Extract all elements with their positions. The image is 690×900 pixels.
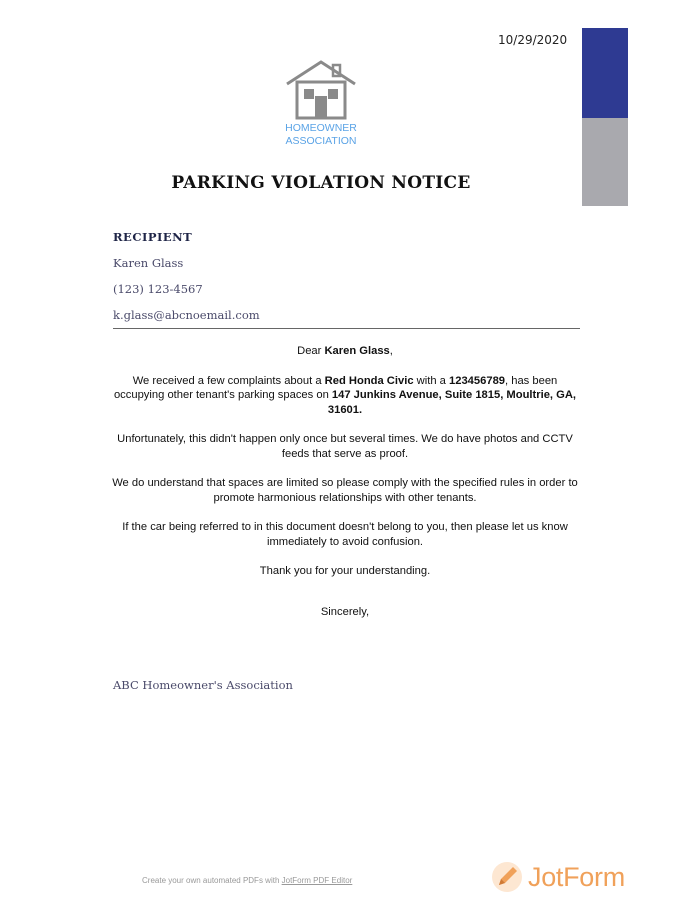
paragraph-complaint (108, 374, 582, 418)
divider (113, 328, 580, 329)
logo-text-line2: ASSOCIATION (285, 135, 357, 147)
greeting-name: Karen Glass (324, 345, 390, 357)
greeting-prefix: Dear (297, 345, 325, 357)
greeting-suffix: , (389, 345, 393, 357)
page-title: PARKING VIOLATION NOTICE (171, 173, 471, 193)
footer-text (142, 876, 352, 885)
paragraph-rules: We do understand that spaces are limited so please comply with the specified rules in order to promote harmonious relationships with other tenants. (112, 477, 578, 504)
car-description: Red Honda Civic (324, 374, 414, 387)
logo-text-line1: HOMEOWNER (285, 122, 357, 134)
association-logo (276, 58, 366, 148)
jotform-wordmark: JotForm (528, 861, 625, 892)
letter-body (108, 344, 582, 634)
jotform-brand[interactable] (490, 860, 625, 894)
house-icon (283, 58, 359, 120)
paragraph-evidence: Unfortunately, this didn't happen only once but several times. We do have photos and CCTV feeds that serve as proof. (117, 433, 573, 460)
signer: ABC Homeowner's Association (113, 678, 293, 692)
jotform-editor-link[interactable]: JotForm PDF Editor (281, 876, 353, 885)
address: 147 Junkins Avenue, Suite 1815, Moultrie, GA, 31601. (327, 389, 577, 416)
accent-bar-blue (582, 28, 628, 118)
paragraph-thanks: Thank you for your understanding. (259, 565, 431, 577)
plate-number: 123456789 (449, 374, 506, 387)
p1-text-a: We received a few complaints about a (132, 374, 325, 387)
recipient-phone: (123) 123-4567 (113, 282, 203, 296)
recipient-heading: RECIPIENT (113, 230, 193, 244)
recipient-email: k.glass@abcnoemail.com (113, 308, 260, 322)
p1-text-c: , has been occupying other tenant's parking spaces on (113, 374, 558, 401)
jotform-pencil-icon (490, 860, 524, 894)
paragraph-confusion: If the car being referred to in this document doesn't belong to you, then please let us know immediately to avoid confusion. (122, 521, 568, 548)
p1-text-b: with a (413, 374, 450, 387)
greeting (108, 344, 582, 359)
footer-caption: Create your own automated PDFs with (142, 876, 282, 885)
recipient-name: Karen Glass (113, 256, 184, 270)
document-date: 10/29/2020 (498, 33, 568, 47)
closing: Sincerely, (320, 605, 370, 618)
